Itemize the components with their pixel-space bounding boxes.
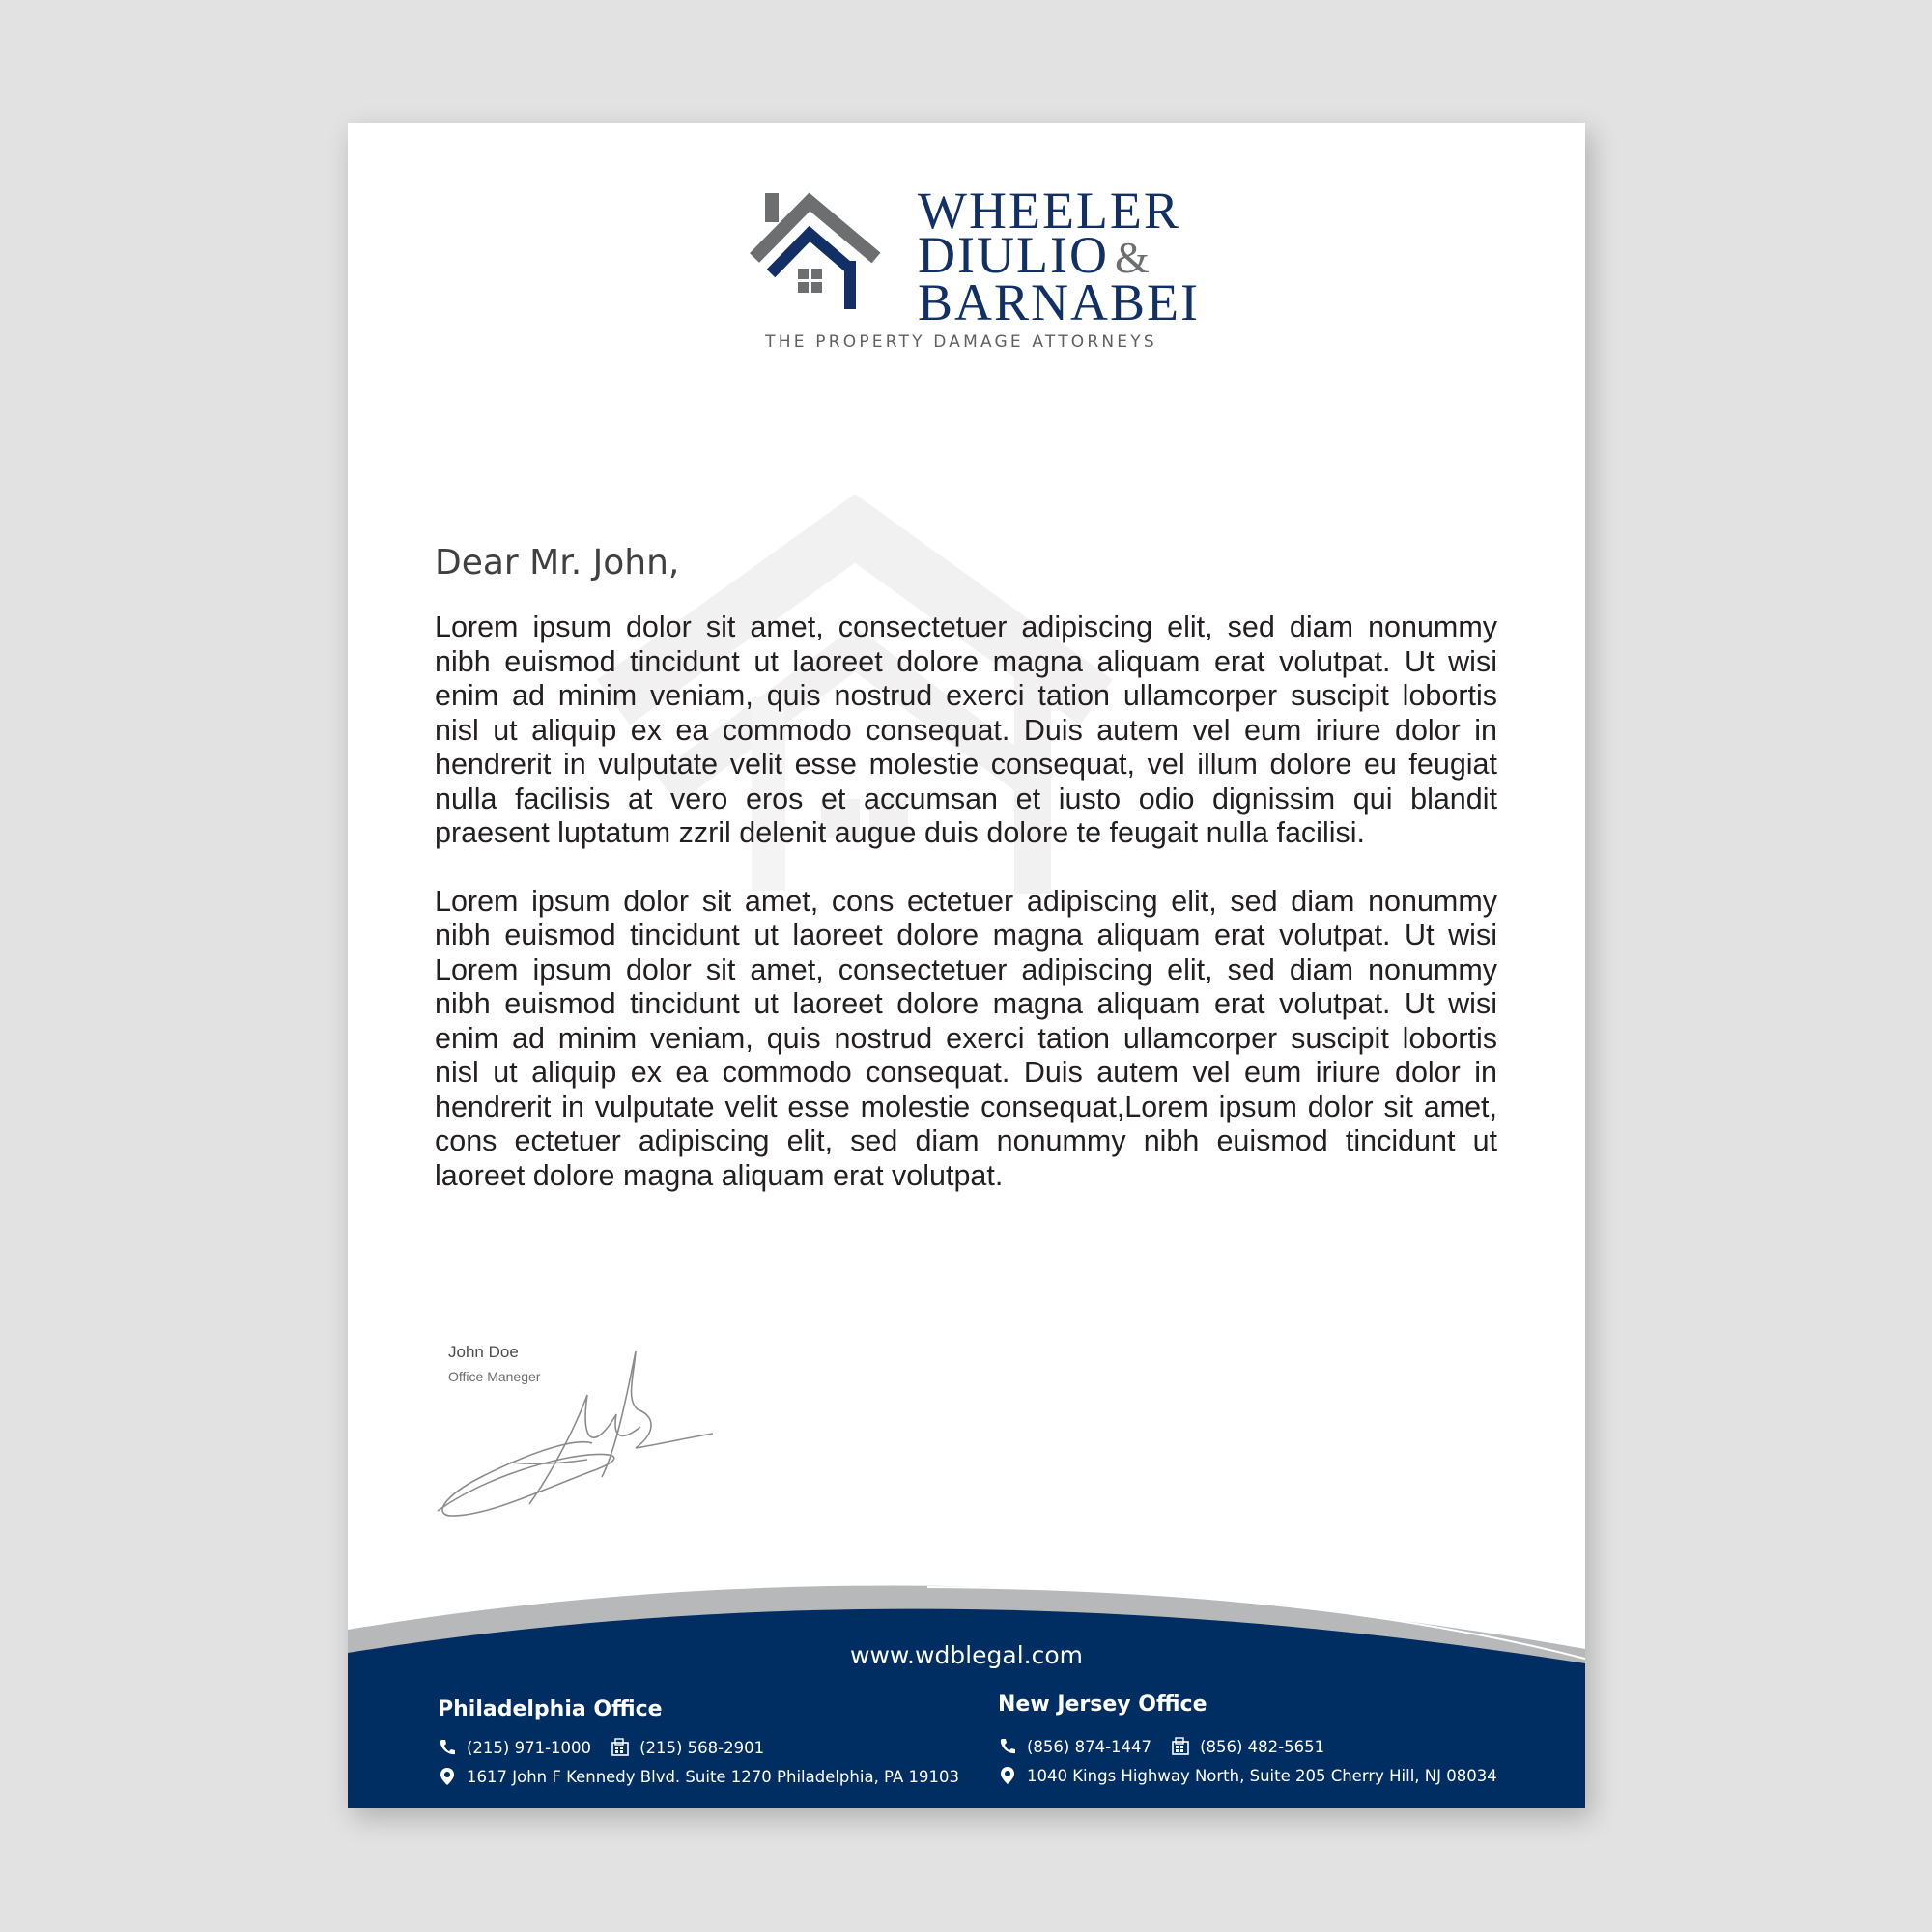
office-new-jersey: [998, 1692, 1497, 1790]
phone-icon: [438, 1738, 457, 1757]
signer-title: Office Maneger: [448, 1369, 541, 1384]
location-pin-icon: [998, 1766, 1017, 1785]
fax-icon: [611, 1738, 630, 1757]
firm-tagline: THE PROPERTY DAMAGE ATTORNEYS: [765, 332, 1157, 352]
fax-icon: [1171, 1737, 1190, 1756]
firm-name-line2: DIULIO &: [918, 226, 1151, 284]
office-title: Philadelphia Office: [438, 1697, 663, 1721]
salutation: Dear Mr. John,: [435, 543, 680, 582]
house-logo-icon: [749, 188, 913, 314]
firm-name: [918, 182, 1201, 331]
office-contact-row: [438, 1733, 959, 1762]
paragraph-2: Lorem ipsum dolor sit amet, cons ectetuer adipiscing elit, sed diam nonummy nibh euismod tincidunt ut laoreet dolore magna aliquam erat volutpat. Ut wisi Lorem ipsum dolor sit amet, consectetuer adipiscing elit, sed diam nonummy nibh euismod tincidunt ut laoreet dolore magna aliquam erat volutpat. Ut wisi enim ad minim veniam, quis nostrud exerci tation ullamcorper suscipit lobortis nisl ut aliquip ex ea commodo consequat. Duis autem vel eum iriure dolor in hendrerit in vulputate velit esse molestie consequat,Lorem ipsum dolor sit amet, cons ectetuer adipiscing elit, sed diam nonummy nibh euismod tincidunt ut laoreet dolore magna aliquam erat volutpat.: [435, 884, 1497, 1192]
firm-name-line3: BARNABEI: [918, 273, 1201, 331]
signer-name: John Doe: [448, 1343, 519, 1361]
fax-number: (856) 482-5651: [1200, 1737, 1325, 1756]
phone-number[interactable]: (856) 874-1447: [1027, 1737, 1152, 1756]
letter-body: [435, 611, 1497, 1227]
ampersand: &: [1114, 233, 1151, 282]
signature: [433, 1342, 723, 1525]
phone-icon: [998, 1737, 1017, 1756]
office-title: New Jersey Office: [998, 1692, 1208, 1717]
office-address: 1617 John F Kennedy Blvd. Suite 1270 Philadelphia, PA 19103: [467, 1767, 959, 1786]
office-address-row: [438, 1762, 959, 1791]
office-address: 1040 Kings Highway North, Suite 205 Cherry Hill, NJ 08034: [1027, 1766, 1497, 1785]
office-contact-row: [998, 1732, 1497, 1761]
fax-number: (215) 568-2901: [639, 1738, 765, 1757]
location-pin-icon: [438, 1767, 457, 1786]
paragraph-1: Lorem ipsum dolor sit amet, consectetuer adipiscing elit, sed diam nonummy nibh euismod tincidunt ut laoreet dolore magna aliquam erat volutpat. Ut wisi enim ad minim veniam, quis nostrud exerci tation ullamcorper suscipit lobortis nisl ut aliquip ex ea commodo consequat. Duis autem vel eum iriure dolor in hendrerit in vulputate velit esse molestie consequat, vel illum dolore eu feugiat nulla facilisis at vero eros et accumsan et iusto odio dignissim qui blandit praesent luptatum zzril delenit augue duis dolore te feugait nulla facilisi.: [435, 611, 1497, 849]
office-address-row: [998, 1761, 1497, 1790]
office-philadelphia: [438, 1697, 959, 1791]
firm-name-line1: WHEELER: [918, 182, 1180, 240]
phone-number[interactable]: (215) 971-1000: [467, 1738, 592, 1757]
letterhead-page: [348, 123, 1585, 1808]
website-link[interactable]: www.wdblegal.com: [850, 1641, 1083, 1669]
